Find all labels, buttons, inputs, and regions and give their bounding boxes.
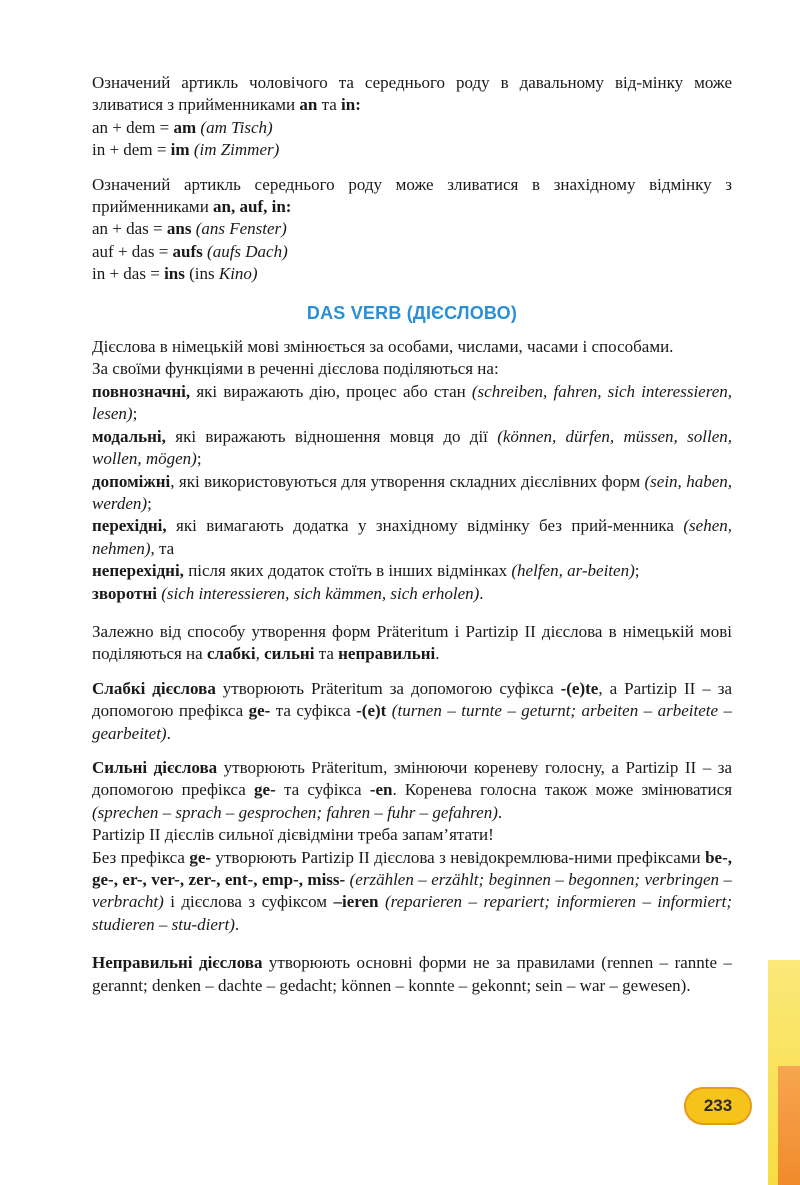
verb-type-item	[92, 560, 732, 582]
text: Залежно від способу утворення форм Präteritum і Partizip II дієслова в німецькій мові поділяються на	[92, 621, 732, 664]
bold-term: ans	[166, 219, 192, 239]
text: та суфікса	[275, 780, 370, 800]
bold-term: in:	[341, 95, 361, 115]
text: та	[314, 644, 339, 664]
margin-stripe-orange	[778, 1066, 800, 1185]
text: , які використовуються для утворення складних дієслівних форм	[170, 471, 645, 491]
example-line	[92, 117, 732, 139]
example-line	[92, 263, 732, 285]
text: які виражають відношення мовця до дії	[165, 426, 498, 446]
bold-term: -(e)t	[356, 701, 387, 721]
text: , та	[150, 538, 175, 558]
bold-term: be-, ge-, er-, ver-, zer-, ent-, emp-, miss-	[92, 847, 733, 889]
paragraph-memorize-note: Partizip II дієслів сильної дієвідміни треба запам’ятати!	[92, 825, 494, 845]
verb-type-item	[92, 426, 732, 471]
italic-example: (erzählen – erzählt; beginnen – begonnen; verbringen – verbracht)	[92, 870, 732, 912]
bold-term: повнозначні,	[92, 381, 191, 401]
bold-term: ge-	[189, 847, 212, 867]
bold-term: модальні,	[92, 426, 166, 446]
bold-term: –ieren	[333, 892, 379, 912]
italic-example: (ans Fenster)	[191, 219, 287, 239]
verb-type-item	[92, 471, 732, 516]
text: ,	[255, 644, 265, 664]
italic-example: (schreiben, fahren, sich interessieren, lesen)	[92, 381, 732, 424]
paragraph-strong-verbs	[92, 757, 732, 824]
verb-type-list	[92, 381, 732, 605]
paragraph-no-ge-prefix	[92, 847, 732, 937]
bold-term: ins	[164, 264, 185, 284]
text: .	[166, 723, 171, 743]
italic-example: (helfen, ar-beiten)	[511, 561, 635, 581]
bold-term: перехідні,	[92, 516, 167, 536]
italic-example: (turnen – turnte – geturnt; arbeiten – arbeitete – gearbeitet)	[92, 701, 732, 743]
text: an + dem =	[92, 117, 174, 137]
bold-term: ge-	[248, 701, 271, 721]
example-line	[92, 218, 732, 240]
text: auf + das =	[92, 241, 173, 261]
text: , а Partizip II – за допомогою префікса	[92, 678, 732, 721]
text: .	[234, 914, 240, 934]
text: .	[479, 583, 484, 603]
bold-term: Неправильні дієслова	[92, 953, 263, 973]
text: . Коренева голосна також може змінюватися	[392, 780, 733, 800]
italic-example: (können, dürfen, müssen, sollen, wollen, mögen)	[92, 426, 732, 469]
text: які вимагають додатка у знахідному відмінку без прий-менника	[166, 516, 684, 536]
paragraph-verb-intro: Дієслова в німецькій мові змінюється за особами, числами, часами і способами.	[92, 337, 674, 357]
text: утворюють Präteritum, змінюючи кореневу голосну, а Partizip II – за допомогою префікса	[92, 757, 732, 800]
text: які виражають дію, процес або стан	[190, 381, 472, 401]
page-number: 233	[684, 1087, 752, 1125]
bold-term: допоміжні	[92, 471, 171, 491]
paragraph-dative-contraction	[92, 72, 732, 117]
example-line	[92, 139, 732, 161]
text: .	[435, 644, 440, 664]
text: ;	[147, 493, 152, 513]
text: in + das =	[92, 264, 165, 284]
section-heading: DAS VERB (ДІЄСЛОВО)	[306, 302, 518, 323]
example-list-dative	[92, 117, 732, 162]
bold-term: неперехідні,	[92, 561, 184, 581]
bold-term: неправильні	[338, 644, 436, 664]
bold-term: an	[299, 95, 318, 115]
bold-term: Сильні дієслова	[92, 757, 218, 777]
bold-term: Слабкі дієслова	[92, 678, 216, 698]
example-list-accusative	[92, 218, 732, 285]
italic-example: (sehen, nehmen)	[92, 516, 732, 558]
italic-example: Kino)	[218, 264, 258, 284]
bold-term: ge-	[254, 780, 276, 800]
text: та	[317, 95, 342, 115]
text: після яких додаток стоїть в інших відмінках	[183, 561, 512, 581]
italic-example: (sein, haben, werden)	[92, 471, 733, 513]
italic-example: (reparieren – repariert; informieren – informiert; studieren – stu-diert)	[92, 892, 733, 934]
text: ;	[196, 449, 202, 469]
bold-term: -en	[369, 780, 393, 800]
text: та суфікса	[270, 701, 357, 721]
example-line	[92, 241, 732, 263]
paragraph-weak-verbs	[92, 678, 732, 745]
bold-term: an, auf, in:	[213, 197, 292, 217]
text: an + das =	[92, 219, 167, 239]
verb-type-item	[92, 381, 732, 426]
text: .	[497, 802, 503, 822]
text: і дієслова з суфіксом	[163, 892, 334, 912]
italic-example: (im Zimmer)	[189, 140, 280, 160]
text: in + dem =	[92, 140, 171, 160]
italic-example: (am Tisch)	[196, 117, 273, 137]
bold-term: слабкі	[206, 644, 256, 664]
page-content	[92, 72, 732, 997]
verb-type-item	[92, 515, 732, 560]
italic-example: (sich interessieren, sich kämmen, sich erholen)	[161, 583, 480, 603]
text: утворюють Partizip II дієслова з невідокремлюва-ними префіксами	[211, 847, 706, 867]
italic-example: (aufs Dach)	[202, 241, 288, 261]
text: Означений артикль середнього роду може зливатися в знахідному відмінку з прийменниками	[92, 174, 732, 217]
paragraph-verb-classes	[92, 621, 732, 666]
text: Без префікса	[92, 847, 190, 867]
text: утворюють Präteritum за допомогою суфікса	[215, 678, 561, 698]
bold-term: -(e)te	[560, 678, 599, 698]
verb-type-item	[92, 583, 732, 605]
text: ;	[634, 561, 640, 581]
paragraph-accusative-contraction	[92, 174, 732, 219]
italic-example: (sprechen – sprach – gesprochen; fahren – fuhr – gefahren)	[92, 802, 498, 822]
bold-term: сильні	[264, 644, 315, 664]
bold-term: am	[173, 117, 197, 137]
bold-term: зворотні	[92, 583, 157, 603]
text: (ins	[184, 264, 219, 284]
paragraph-irregular-verbs	[92, 952, 732, 997]
paragraph-verb-functions: За своїми функціями в реченні дієслова поділяються на:	[92, 359, 499, 379]
text: Означений артикль чоловічого та середнього роду в давальному від-мінку може зливатися з прийменниками	[92, 73, 732, 115]
bold-term: im	[170, 140, 190, 160]
text: утворюють основні форми не за правилами (rennen – rannte – gerannt; denken – dachte – gedacht; können – konnte – gekonnt; sein – war – gewesen).	[92, 953, 732, 995]
bold-term: aufs	[172, 241, 203, 261]
text: ;	[132, 404, 138, 424]
